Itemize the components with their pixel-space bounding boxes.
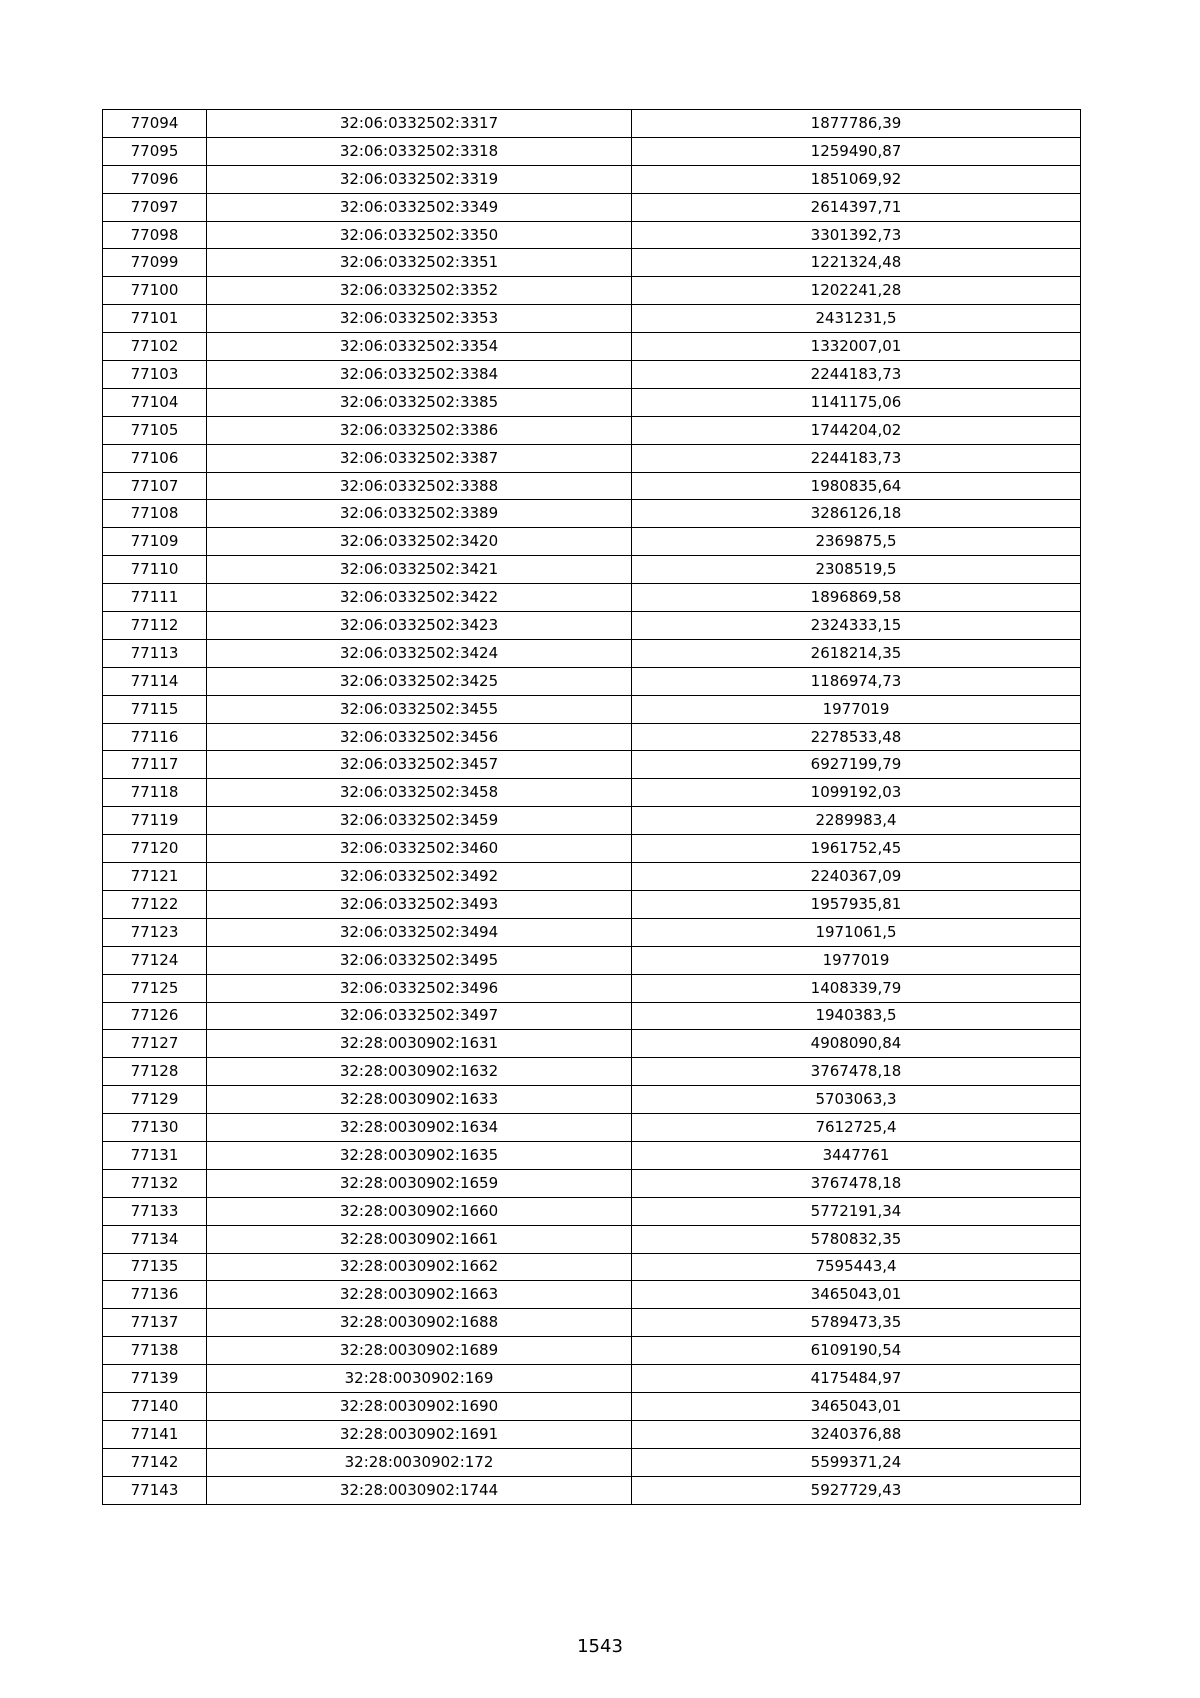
row-number-cell: 77109 [103, 528, 207, 556]
cadastral-value-cell: 3240376,88 [632, 1420, 1081, 1448]
cadastral-value-cell: 1980835,64 [632, 472, 1081, 500]
cadastral-value-cell: 7595443,4 [632, 1253, 1081, 1281]
row-number-cell: 77114 [103, 667, 207, 695]
cadastral-number-cell: 32:06:0332502:3420 [207, 528, 632, 556]
cadastral-number-cell: 32:06:0332502:3351 [207, 249, 632, 277]
cadastral-number-cell: 32:06:0332502:3459 [207, 807, 632, 835]
cadastral-number-cell: 32:06:0332502:3353 [207, 305, 632, 333]
cadastral-number-cell: 32:06:0332502:3352 [207, 277, 632, 305]
table-row [103, 165, 1081, 193]
cadastral-number-cell: 32:28:0030902:1633 [207, 1086, 632, 1114]
cadastral-value-cell: 1940383,5 [632, 1002, 1081, 1030]
table-row [103, 779, 1081, 807]
cadastral-value-cell: 1186974,73 [632, 667, 1081, 695]
cadastral-value-cell: 3767478,18 [632, 1058, 1081, 1086]
table-row [103, 1141, 1081, 1169]
row-number-cell: 77141 [103, 1420, 207, 1448]
table-row [103, 1253, 1081, 1281]
table-row [103, 723, 1081, 751]
row-number-cell: 77122 [103, 890, 207, 918]
row-number-cell: 77126 [103, 1002, 207, 1030]
cadastral-value-cell: 3465043,01 [632, 1392, 1081, 1420]
cadastral-number-cell: 32:28:0030902:172 [207, 1448, 632, 1476]
row-number-cell: 77111 [103, 584, 207, 612]
cadastral-number-cell: 32:06:0332502:3456 [207, 723, 632, 751]
cadastral-value-cell: 6927199,79 [632, 751, 1081, 779]
cadastral-value-cell: 2324333,15 [632, 612, 1081, 640]
table-row [103, 1086, 1081, 1114]
row-number-cell: 77115 [103, 695, 207, 723]
row-number-cell: 77106 [103, 444, 207, 472]
row-number-cell: 77102 [103, 333, 207, 361]
cadastral-number-cell: 32:06:0332502:3388 [207, 472, 632, 500]
cadastral-value-cell: 4908090,84 [632, 1030, 1081, 1058]
cadastral-value-cell: 3465043,01 [632, 1281, 1081, 1309]
cadastral-number-cell: 32:06:0332502:3496 [207, 974, 632, 1002]
cadastral-value-cell: 1977019 [632, 695, 1081, 723]
cadastral-number-cell: 32:06:0332502:3424 [207, 639, 632, 667]
cadastral-number-cell: 32:06:0332502:3495 [207, 946, 632, 974]
cadastral-number-cell: 32:06:0332502:3354 [207, 333, 632, 361]
cadastral-value-cell: 5789473,35 [632, 1309, 1081, 1337]
table-row [103, 444, 1081, 472]
table-row [103, 528, 1081, 556]
cadastral-value-cell: 1961752,45 [632, 835, 1081, 863]
cadastral-value-cell: 2308519,5 [632, 556, 1081, 584]
cadastral-value-cell: 2289983,4 [632, 807, 1081, 835]
row-number-cell: 77100 [103, 277, 207, 305]
row-number-cell: 77137 [103, 1309, 207, 1337]
table-row [103, 863, 1081, 891]
cadastral-number-cell: 32:06:0332502:3349 [207, 193, 632, 221]
cadastral-number-cell: 32:06:0332502:3421 [207, 556, 632, 584]
table-row [103, 584, 1081, 612]
table-row [103, 974, 1081, 1002]
table-row [103, 695, 1081, 723]
cadastral-value-cell: 2618214,35 [632, 639, 1081, 667]
table-row [103, 890, 1081, 918]
cadastral-value-cell: 1977019 [632, 946, 1081, 974]
row-number-cell: 77112 [103, 612, 207, 640]
table-row [103, 946, 1081, 974]
table-row [103, 472, 1081, 500]
cadastral-value-cell: 2244183,73 [632, 361, 1081, 389]
cadastral-number-cell: 32:06:0332502:3458 [207, 779, 632, 807]
table-row [103, 835, 1081, 863]
row-number-cell: 77110 [103, 556, 207, 584]
cadastral-number-cell: 32:06:0332502:3493 [207, 890, 632, 918]
row-number-cell: 77101 [103, 305, 207, 333]
cadastral-number-cell: 32:06:0332502:3423 [207, 612, 632, 640]
cadastral-value-table [102, 109, 1081, 1505]
row-number-cell: 77108 [103, 500, 207, 528]
row-number-cell: 77131 [103, 1141, 207, 1169]
cadastral-number-cell: 32:06:0332502:3425 [207, 667, 632, 695]
row-number-cell: 77095 [103, 137, 207, 165]
table-row [103, 249, 1081, 277]
cadastral-value-cell: 7612725,4 [632, 1114, 1081, 1142]
cadastral-value-cell: 1141175,06 [632, 388, 1081, 416]
row-number-cell: 77119 [103, 807, 207, 835]
table-row [103, 1002, 1081, 1030]
row-number-cell: 77134 [103, 1225, 207, 1253]
cadastral-number-cell: 32:28:0030902:1662 [207, 1253, 632, 1281]
row-number-cell: 77096 [103, 165, 207, 193]
cadastral-number-cell: 32:06:0332502:3492 [207, 863, 632, 891]
row-number-cell: 77135 [103, 1253, 207, 1281]
row-number-cell: 77132 [103, 1169, 207, 1197]
table-row [103, 1058, 1081, 1086]
table-row [103, 1030, 1081, 1058]
cadastral-number-cell: 32:28:0030902:1744 [207, 1476, 632, 1504]
cadastral-number-cell: 32:28:0030902:1690 [207, 1392, 632, 1420]
page-number: 1543 [577, 1636, 623, 1657]
cadastral-value-cell: 1744204,02 [632, 416, 1081, 444]
cadastral-value-cell: 3447761 [632, 1141, 1081, 1169]
cadastral-number-cell: 32:06:0332502:3350 [207, 221, 632, 249]
cadastral-number-cell: 32:06:0332502:3389 [207, 500, 632, 528]
cadastral-number-cell: 32:28:0030902:1631 [207, 1030, 632, 1058]
row-number-cell: 77107 [103, 472, 207, 500]
cadastral-value-cell: 1202241,28 [632, 277, 1081, 305]
table-row [103, 1197, 1081, 1225]
row-number-cell: 77094 [103, 110, 207, 138]
row-number-cell: 77098 [103, 221, 207, 249]
table-row [103, 361, 1081, 389]
cadastral-number-cell: 32:06:0332502:3422 [207, 584, 632, 612]
table-row [103, 1337, 1081, 1365]
cadastral-value-cell: 1896869,58 [632, 584, 1081, 612]
row-number-cell: 77128 [103, 1058, 207, 1086]
row-number-cell: 77103 [103, 361, 207, 389]
row-number-cell: 77133 [103, 1197, 207, 1225]
cadastral-value-cell: 3767478,18 [632, 1169, 1081, 1197]
table-row [103, 137, 1081, 165]
table-row [103, 1114, 1081, 1142]
table-row [103, 277, 1081, 305]
cadastral-value-cell: 2240367,09 [632, 863, 1081, 891]
cadastral-value-cell: 4175484,97 [632, 1365, 1081, 1393]
cadastral-number-cell: 32:28:0030902:1689 [207, 1337, 632, 1365]
cadastral-value-cell: 2369875,5 [632, 528, 1081, 556]
table-row [103, 416, 1081, 444]
table-body [103, 110, 1081, 1505]
cadastral-value-cell: 2278533,48 [632, 723, 1081, 751]
cadastral-number-cell: 32:06:0332502:3457 [207, 751, 632, 779]
cadastral-number-cell: 32:06:0332502:3385 [207, 388, 632, 416]
row-number-cell: 77129 [103, 1086, 207, 1114]
row-number-cell: 77099 [103, 249, 207, 277]
row-number-cell: 77139 [103, 1365, 207, 1393]
row-number-cell: 77123 [103, 918, 207, 946]
cadastral-number-cell: 32:06:0332502:3460 [207, 835, 632, 863]
cadastral-value-table-container [102, 109, 1080, 1505]
cadastral-number-cell: 32:06:0332502:3386 [207, 416, 632, 444]
cadastral-number-cell: 32:06:0332502:3455 [207, 695, 632, 723]
cadastral-number-cell: 32:06:0332502:3318 [207, 137, 632, 165]
cadastral-value-cell: 5599371,24 [632, 1448, 1081, 1476]
cadastral-number-cell: 32:28:0030902:1634 [207, 1114, 632, 1142]
table-row [103, 1420, 1081, 1448]
cadastral-number-cell: 32:28:0030902:1691 [207, 1420, 632, 1448]
row-number-cell: 77125 [103, 974, 207, 1002]
table-row [103, 333, 1081, 361]
row-number-cell: 77120 [103, 835, 207, 863]
table-row [103, 500, 1081, 528]
table-row [103, 556, 1081, 584]
cadastral-value-cell: 5927729,43 [632, 1476, 1081, 1504]
table-row [103, 1169, 1081, 1197]
row-number-cell: 77117 [103, 751, 207, 779]
cadastral-value-cell: 1099192,03 [632, 779, 1081, 807]
table-row [103, 807, 1081, 835]
row-number-cell: 77121 [103, 863, 207, 891]
cadastral-number-cell: 32:28:0030902:1688 [207, 1309, 632, 1337]
cadastral-value-cell: 2431231,5 [632, 305, 1081, 333]
cadastral-value-cell: 5780832,35 [632, 1225, 1081, 1253]
table-row [103, 305, 1081, 333]
cadastral-value-cell: 2244183,73 [632, 444, 1081, 472]
table-row [103, 751, 1081, 779]
table-row [103, 221, 1081, 249]
cadastral-value-cell: 1957935,81 [632, 890, 1081, 918]
row-number-cell: 77113 [103, 639, 207, 667]
table-row [103, 388, 1081, 416]
row-number-cell: 77097 [103, 193, 207, 221]
cadastral-value-cell: 6109190,54 [632, 1337, 1081, 1365]
cadastral-value-cell: 5772191,34 [632, 1197, 1081, 1225]
cadastral-value-cell: 1332007,01 [632, 333, 1081, 361]
cadastral-number-cell: 32:28:0030902:1661 [207, 1225, 632, 1253]
row-number-cell: 77105 [103, 416, 207, 444]
cadastral-number-cell: 32:28:0030902:1663 [207, 1281, 632, 1309]
cadastral-number-cell: 32:06:0332502:3319 [207, 165, 632, 193]
table-row [103, 1476, 1081, 1504]
row-number-cell: 77130 [103, 1114, 207, 1142]
table-row [103, 110, 1081, 138]
table-row [103, 1365, 1081, 1393]
row-number-cell: 77124 [103, 946, 207, 974]
cadastral-value-cell: 1851069,92 [632, 165, 1081, 193]
cadastral-value-cell: 1408339,79 [632, 974, 1081, 1002]
table-row [103, 639, 1081, 667]
table-row [103, 667, 1081, 695]
cadastral-value-cell: 1971061,5 [632, 918, 1081, 946]
cadastral-value-cell: 3301392,73 [632, 221, 1081, 249]
cadastral-number-cell: 32:28:0030902:1632 [207, 1058, 632, 1086]
cadastral-value-cell: 2614397,71 [632, 193, 1081, 221]
row-number-cell: 77116 [103, 723, 207, 751]
cadastral-number-cell: 32:28:0030902:169 [207, 1365, 632, 1393]
cadastral-number-cell: 32:28:0030902:1659 [207, 1169, 632, 1197]
cadastral-value-cell: 1877786,39 [632, 110, 1081, 138]
cadastral-number-cell: 32:06:0332502:3387 [207, 444, 632, 472]
table-row [103, 1448, 1081, 1476]
row-number-cell: 77138 [103, 1337, 207, 1365]
cadastral-number-cell: 32:28:0030902:1660 [207, 1197, 632, 1225]
row-number-cell: 77143 [103, 1476, 207, 1504]
table-row [103, 1281, 1081, 1309]
cadastral-number-cell: 32:28:0030902:1635 [207, 1141, 632, 1169]
row-number-cell: 77136 [103, 1281, 207, 1309]
row-number-cell: 77140 [103, 1392, 207, 1420]
row-number-cell: 77142 [103, 1448, 207, 1476]
row-number-cell: 77104 [103, 388, 207, 416]
table-row [103, 1309, 1081, 1337]
cadastral-value-cell: 1259490,87 [632, 137, 1081, 165]
cadastral-number-cell: 32:06:0332502:3497 [207, 1002, 632, 1030]
cadastral-value-cell: 5703063,3 [632, 1086, 1081, 1114]
cadastral-value-cell: 3286126,18 [632, 500, 1081, 528]
table-row [103, 1225, 1081, 1253]
cadastral-number-cell: 32:06:0332502:3384 [207, 361, 632, 389]
table-row [103, 193, 1081, 221]
row-number-cell: 77127 [103, 1030, 207, 1058]
table-row [103, 612, 1081, 640]
cadastral-number-cell: 32:06:0332502:3494 [207, 918, 632, 946]
cadastral-value-cell: 1221324,48 [632, 249, 1081, 277]
cadastral-number-cell: 32:06:0332502:3317 [207, 110, 632, 138]
table-row [103, 1392, 1081, 1420]
table-row [103, 918, 1081, 946]
row-number-cell: 77118 [103, 779, 207, 807]
